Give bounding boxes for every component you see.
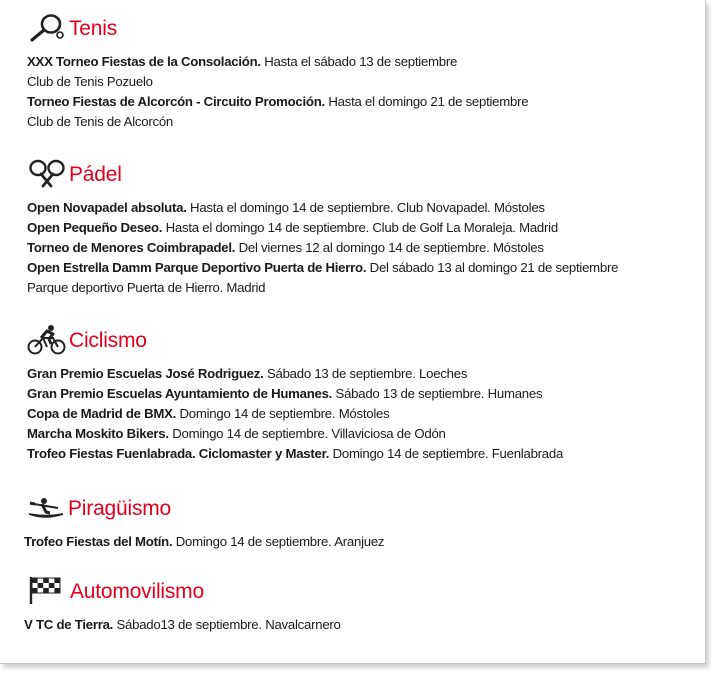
list-item [27, 198, 695, 218]
event-detail: Domingo 14 de septiembre. Villaviciosa de Odón [168, 426, 446, 441]
event-name: XXX Torneo Fiestas de la Consolación. [27, 54, 261, 69]
event-detail: Del viernes 12 al domingo 14 de septiembre. Móstoles [235, 240, 544, 255]
event-detail: Hasta el domingo 14 de septiembre. Club de Golf La Moraleja. Madrid [162, 220, 558, 235]
section-title: Piragüismo [68, 496, 172, 520]
section-title: Ciclismo [69, 328, 147, 352]
section-title: Tenis [69, 16, 118, 40]
event-detail: Parque deportivo Puerta de Hierro. Madrid [27, 280, 266, 295]
list-item [27, 258, 695, 278]
list-item [27, 238, 695, 258]
event-name: Torneo de Menores Coimbrapadel. [27, 240, 236, 255]
list-item [27, 444, 695, 464]
list-item [27, 72, 695, 92]
list-item [27, 384, 695, 404]
section-automovilismo [24, 571, 695, 635]
event-detail: Hasta el domingo 14 de septiembre. Club Novapadel. Móstoles [186, 200, 545, 215]
list-item [27, 52, 695, 72]
event-detail: Club de Tenis Pozuelo [27, 74, 153, 89]
section-header [27, 154, 695, 194]
event-name: Trofeo Fiestas del Motín. [24, 534, 173, 549]
event-name: Open Estrella Damm Parque Deportivo Puerta de Hierro. [27, 260, 367, 275]
event-name: Marcha Moskito Bikers. [27, 426, 169, 441]
section-header [27, 320, 695, 360]
section-header [27, 8, 695, 48]
entry-list [27, 52, 695, 132]
list-item [27, 364, 695, 384]
list-item [24, 615, 695, 635]
checkered-flag-icon [28, 573, 68, 609]
event-detail: Domingo 14 de septiembre. Móstoles [176, 406, 390, 421]
event-detail: Domingo 14 de septiembre. Aranjuez [172, 534, 385, 549]
section-title: Automovilismo [70, 579, 204, 603]
list-item [27, 424, 695, 444]
event-name: Copa de Madrid de BMX. [27, 406, 177, 421]
tennis-racket-icon [27, 10, 67, 46]
list-item [27, 218, 695, 238]
event-name: Gran Premio Escuelas José Rodriguez. [27, 366, 264, 381]
entry-list [27, 198, 695, 298]
event-detail: Hasta el sábado 13 de septiembre [260, 54, 458, 69]
section-header [24, 571, 695, 611]
cyclist-icon [27, 322, 67, 358]
event-detail: Club de Tenis de Alcorcón [27, 114, 173, 129]
list-item [27, 92, 695, 112]
event-detail: Sábado 13 de septiembre. Humanes [332, 386, 543, 401]
section-title: Pádel [69, 162, 122, 186]
entry-list [24, 532, 695, 552]
section-padel [27, 154, 695, 298]
list-item [24, 532, 695, 552]
list-item [27, 278, 695, 298]
section-header [24, 488, 695, 528]
event-detail: Del sábado 13 al domingo 21 de septiembre [366, 260, 619, 275]
padel-rackets-icon [27, 156, 67, 192]
entry-list [27, 364, 695, 464]
event-detail: Domingo 14 de septiembre. Fuenlabrada [329, 446, 564, 461]
entry-list [24, 615, 695, 635]
event-name: Gran Premio Escuelas Ayuntamiento de Humanes. [27, 386, 333, 401]
section-ciclismo [27, 320, 695, 464]
list-item [27, 112, 695, 132]
event-name: V TC de Tierra. [24, 617, 114, 632]
section-tenis [27, 8, 695, 132]
event-name: Trofeo Fiestas Fuenlabrada. Ciclomaster y Master. [27, 446, 330, 461]
list-item [27, 404, 695, 424]
event-name: Torneo Fiestas de Alcorcón - Circuito Promoción. [27, 94, 325, 109]
canoeist-icon [26, 490, 66, 526]
section-piraguismo [24, 488, 695, 552]
event-detail: Sábado13 de septiembre. Navalcarnero [113, 617, 341, 632]
event-detail: Sábado 13 de septiembre. Loeches [263, 366, 468, 381]
event-detail: Hasta el domingo 21 de septiembre [324, 94, 529, 109]
event-name: Open Novapadel absoluta. [27, 200, 187, 215]
event-name: Open Pequeño Deseo. [27, 220, 163, 235]
